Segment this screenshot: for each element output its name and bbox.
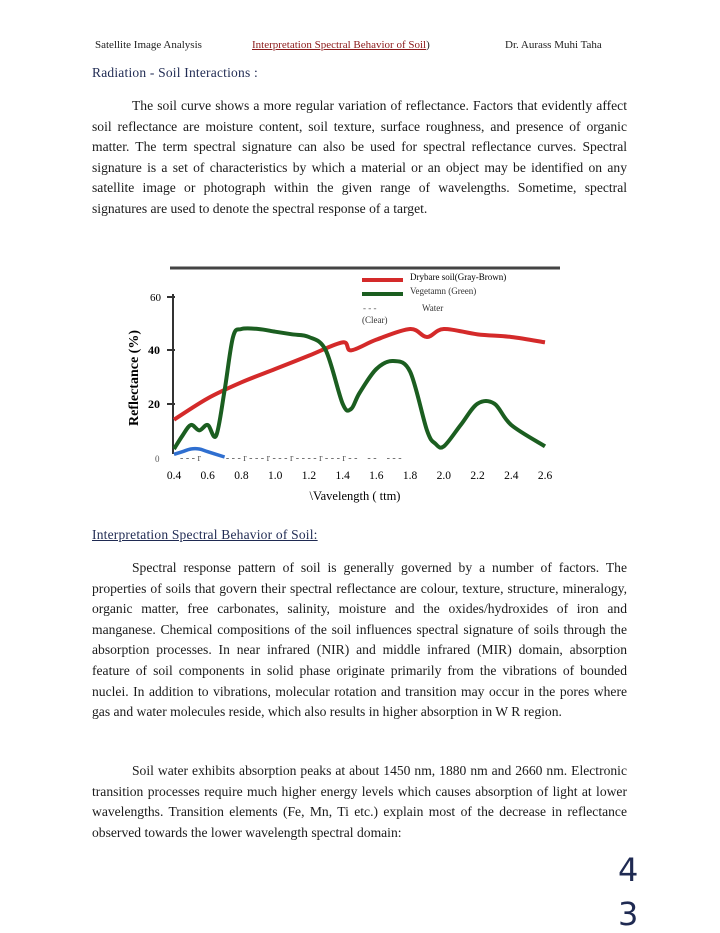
section-heading-radiation: Radiation - Soil Interactions : xyxy=(92,65,258,80)
x-tick-label: 0.6 xyxy=(200,470,215,482)
x-tick-labels xyxy=(167,470,553,482)
x-axis-label: \Vavelength ( ttm) xyxy=(309,489,401,503)
page-number-line1: 4 xyxy=(618,851,639,889)
page-number-line2: 3 xyxy=(618,895,639,933)
y-tick-label-20: 20 xyxy=(148,397,160,411)
reflectance-chart xyxy=(120,258,570,514)
header-chapter-suffix: ) xyxy=(426,39,430,51)
paragraph-spectral-response: Spectral response pattern of soil is generally governed by a number of factors. The properties of soils that govern their spectral reflectance are colour, texture, structure, mineralogy, organic matter, free carbonates, salinity, moisture and the oxides/hydroxides of iron and manganese. Chemical compositions of the soil influences spectral signature of soils through the absorption processes. In near infrared (NIR) and middle infrared (MIR) domain, absorption feature of soil components in solid phase originate primarily from the vibrations of bounded nuclei. In addition to vibrations, molecular rotation and transition may occur in the pores where gas and water molecules reside, which also results in higher absorption in W R region. xyxy=(92,560,627,720)
legend-water-note: (Clear) xyxy=(362,315,388,325)
x-tick-label: 2.6 xyxy=(537,470,553,482)
header-author: Dr. Aurass Muhi Taha xyxy=(505,39,602,51)
y-tick-label-60: 60 xyxy=(150,292,161,304)
x-tick-label: 1.8 xyxy=(402,470,418,482)
y-tick-label-40: 40 xyxy=(148,343,160,357)
series-soil-line xyxy=(174,329,545,420)
legend-water-swatch: - - - xyxy=(363,303,377,313)
legend-soil-label: Drybare soil(Gray-Brown) xyxy=(410,272,507,282)
x-tick-label: 1.0 xyxy=(267,470,283,482)
header-chapter-title xyxy=(252,39,430,51)
section-heading-interpretation: Interpretation Spectral Behavior of Soil: xyxy=(92,527,318,542)
x-tick-label: 1.4 xyxy=(335,470,350,482)
legend-vegetation-label: Vegetamn (Green) xyxy=(410,286,477,296)
x-axis-dash-row: - - - r - - - r - - - r - - - r - - - - r - - - r - - - - - - - xyxy=(180,453,402,464)
paragraph-soil-water: Soil water exhibits absorption peaks at about 1450 nm, 1880 nm and 2660 nm. Electronic transition processes require much higher energy levels which causes absorption of light at lower wavelengths. Transition elements (Fe, Mn, Ti etc.) explain most of the decrease in reflectance observed towards the lower wavelength spectral domain: xyxy=(92,763,627,840)
zero-label: 0 xyxy=(155,454,160,464)
x-tick-label: 2.2 xyxy=(470,470,485,482)
x-tick-label: 2.0 xyxy=(436,470,452,482)
header-course-title: Satellite Image Analysis xyxy=(95,39,202,51)
x-tick-label: 1.2 xyxy=(301,470,317,482)
legend-water-label: Water xyxy=(422,303,444,313)
x-tick-label: 2.4 xyxy=(504,470,519,482)
header-chapter-link: Interpretation Spectral Behavior of Soil xyxy=(252,39,427,51)
x-tick-label: 1.6 xyxy=(369,470,384,482)
x-tick-label: 0.4 xyxy=(166,470,182,482)
paragraph-soil-curve: The soil curve shows a more regular variation of reflectance. Factors that evidently affect soil reflectance are moisture content, soil texture, surface roughness, and presence of organic matter. The term spectral signature can also be used for spectral reflectance curves. Spectral signature is a set of characteristics by which a material or an object may be identified on any satellite image or photograph within the given range of wavelengths. Sometime, spectral signatures are used to denote the spectral response of a target. xyxy=(92,98,627,216)
y-axis-label: Reflectance (%) xyxy=(127,329,142,427)
series-layer xyxy=(174,328,545,457)
x-tick-label: 0.8 xyxy=(234,470,249,482)
